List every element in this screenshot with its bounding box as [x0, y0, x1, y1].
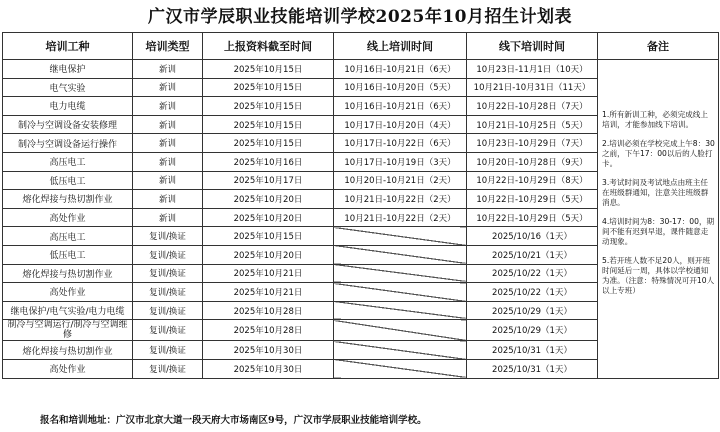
cell-deadline: 2025年10月17日 — [203, 171, 334, 190]
cell-name: 高处作业 — [3, 283, 133, 302]
header-remarks: 备注 — [598, 33, 719, 60]
cell-offline: 10月22日-10月29日（8天） — [467, 171, 598, 190]
cell-online-empty — [334, 227, 467, 246]
cell-offline: 10月21日-10月31日（11天） — [467, 78, 598, 97]
cell-type: 新训 — [133, 97, 203, 116]
header-offline-time: 线下培训时间 — [467, 33, 598, 60]
cell-name: 熔化焊接与热切割作业 — [3, 341, 133, 360]
cell-offline: 10月23日-11月1日（10天） — [467, 60, 598, 79]
cell-online-empty — [334, 359, 467, 378]
cell-type: 复训/换证 — [133, 341, 203, 360]
footer-address: 报名和培训地址：广汉市北京大道一段天府大市场南区9号，广汉市学辰职业技能培训学校。 — [40, 415, 427, 426]
cell-online: 10月16日-10月20日（5天） — [334, 78, 467, 97]
cell-online: 10月16日-10月21日（6天） — [334, 97, 467, 116]
cell-offline: 10月23日-10月29日（7天） — [467, 134, 598, 153]
cell-type: 复训/换证 — [133, 301, 203, 320]
cell-offline: 10月20日-10月28日（9天） — [467, 152, 598, 171]
header-deadline: 上报资料截至时间 — [203, 33, 334, 60]
cell-name: 熔化焊接与热切割作业 — [3, 190, 133, 209]
cell-name: 继电保护 — [3, 60, 133, 79]
cell-type: 新训 — [133, 115, 203, 134]
cell-type: 新训 — [133, 171, 203, 190]
cell-deadline: 2025年10月20日 — [203, 190, 334, 209]
cell-name: 高处作业 — [3, 359, 133, 378]
cell-offline: 2025/10/22（1天） — [467, 264, 598, 283]
cell-type: 复训/换证 — [133, 245, 203, 264]
cell-offline: 2025/10/29（1天） — [467, 320, 598, 341]
cell-offline: 2025/10/31（1天） — [467, 341, 598, 360]
cell-offline: 10月22日-10月28日（7天） — [467, 97, 598, 116]
cell-offline: 10月21日-10月25日（5天） — [467, 115, 598, 134]
cell-type: 复训/换证 — [133, 359, 203, 378]
cell-name: 高压电工 — [3, 227, 133, 246]
note-item: 5.若开班人数不足20人，则开班时间延后一周，具体以学校通知为准。（注意：特殊情况可开10人以上专班） — [602, 256, 715, 295]
cell-deadline: 2025年10月21日 — [203, 264, 334, 283]
cell-name: 高处作业 — [3, 208, 133, 227]
cell-name: 低压电工 — [3, 171, 133, 190]
cell-type: 复训/换证 — [133, 283, 203, 302]
cell-deadline: 2025年10月15日 — [203, 60, 334, 79]
schedule-table — [2, 32, 719, 379]
cell-offline: 10月22日-10月29日（5天） — [467, 190, 598, 209]
cell-type: 新训 — [133, 190, 203, 209]
cell-online: 10月17日-10月22日（6天） — [334, 134, 467, 153]
cell-online-empty — [334, 320, 467, 341]
cell-name: 电气实验 — [3, 78, 133, 97]
header-online-time: 线上培训时间 — [334, 33, 467, 60]
cell-type: 新训 — [133, 78, 203, 97]
cell-deadline: 2025年10月15日 — [203, 97, 334, 116]
cell-type: 新训 — [133, 60, 203, 79]
cell-type: 新训 — [133, 152, 203, 171]
cell-online-empty — [334, 301, 467, 320]
cell-type: 新训 — [133, 134, 203, 153]
cell-online: 10月17日-10月19日（3天） — [334, 152, 467, 171]
cell-deadline: 2025年10月15日 — [203, 227, 334, 246]
header-training-category: 培训类型 — [133, 33, 203, 60]
cell-online-empty — [334, 245, 467, 264]
cell-name: 熔化焊接与热切割作业 — [3, 264, 133, 283]
cell-online-empty — [334, 283, 467, 302]
cell-name: 低压电工 — [3, 245, 133, 264]
cell-name: 制冷与空调设备安装修理 — [3, 115, 133, 134]
remarks-cell — [598, 60, 719, 379]
cell-name: 高压电工 — [3, 152, 133, 171]
cell-online-empty — [334, 264, 467, 283]
cell-deadline: 2025年10月30日 — [203, 341, 334, 360]
cell-name: 电力电缆 — [3, 97, 133, 116]
cell-online: 10月16日-10月21日（6天） — [334, 60, 467, 79]
cell-offline: 2025/10/21（1天） — [467, 245, 598, 264]
cell-offline: 2025/10/29（1天） — [467, 301, 598, 320]
cell-online-empty — [334, 341, 467, 360]
cell-deadline: 2025年10月15日 — [203, 78, 334, 97]
header-training-type-name: 培训工种 — [3, 33, 133, 60]
page-title: 广汉市学辰职业技能培训学校2025年10月招生计划表 — [148, 7, 572, 27]
table-header-row — [3, 33, 719, 60]
cell-deadline: 2025年10月15日 — [203, 134, 334, 153]
note-item: 4.培训时间为8：30-17：00，期间不能有迟到早退，课件随意走动现象。 — [602, 217, 715, 246]
cell-type: 复训/换证 — [133, 264, 203, 283]
note-item: 1.所有新训工种，必须完成线上培训，才能参加线下培训。 — [602, 110, 708, 129]
cell-deadline: 2025年10月30日 — [203, 359, 334, 378]
cell-online: 10月21日-10月22日（2天） — [334, 190, 467, 209]
cell-name: 制冷与空调设备运行操作 — [3, 134, 133, 153]
cell-deadline: 2025年10月28日 — [203, 301, 334, 320]
table-row — [3, 60, 719, 79]
cell-name: 制冷与空调运行/制冷与空调维修 — [3, 320, 133, 341]
cell-offline: 2025/10/22（1天） — [467, 283, 598, 302]
cell-name: 继电保护/电气实验/电力电缆 — [3, 301, 133, 320]
cell-offline: 10月22日-10月29日（5天） — [467, 208, 598, 227]
cell-deadline: 2025年10月20日 — [203, 208, 334, 227]
cell-deadline: 2025年10月28日 — [203, 320, 334, 341]
cell-type: 复训/换证 — [133, 227, 203, 246]
cell-offline: 2025/10/31（1天） — [467, 359, 598, 378]
cell-online: 10月20日-10月21日（2天） — [334, 171, 467, 190]
note-item: 3.考试时间及考试地点由班主任在班级群通知，注意关注班级群消息。 — [602, 178, 709, 207]
cell-type: 新训 — [133, 208, 203, 227]
cell-deadline: 2025年10月15日 — [203, 115, 334, 134]
cell-offline: 2025/10/16（1天） — [467, 227, 598, 246]
cell-deadline: 2025年10月20日 — [203, 245, 334, 264]
cell-online: 10月21日-10月22日（2天） — [334, 208, 467, 227]
cell-deadline: 2025年10月16日 — [203, 152, 334, 171]
note-item: 2.培训必须在学校完成上午8：30之前，下午17：00以后的人脸打卡。 — [602, 139, 715, 168]
cell-online: 10月17日-10月20日（4天） — [334, 115, 467, 134]
cell-deadline: 2025年10月21日 — [203, 283, 334, 302]
cell-type: 复训/换证 — [133, 320, 203, 341]
